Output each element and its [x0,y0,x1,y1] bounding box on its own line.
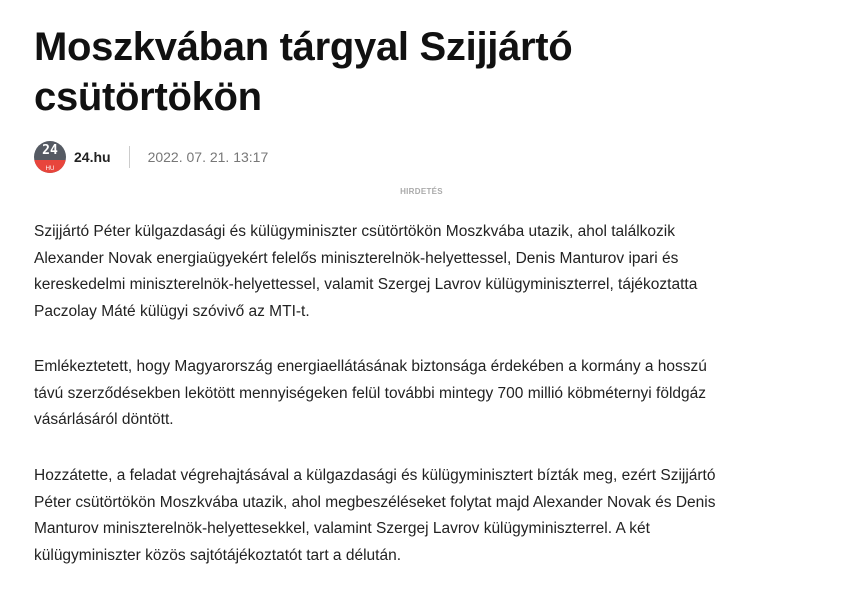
text-line: Emlékeztetett, hogy Magyarország energiaellátásának biztonsága érdekében a kormány a hosszú [34,358,707,375]
divider [129,146,130,168]
source-logo-icon[interactable]: 24 HU [34,141,66,173]
text-line: Manturov miniszterelnök-helyettesekkel, valamint Szergej Lavrov külügyminiszterrel. A két [34,520,650,537]
paragraph-3 [34,463,716,569]
byline [34,141,268,173]
article-title: Moszkvában tárgyal Szijjártó csütörtökön [34,25,573,119]
text-line: kereskedelmi miniszterelnök-helyettessel, valamit Szergej Lavrov külügyminiszterrel, tájékoztatta [34,276,698,293]
paragraph-1 [34,219,697,325]
publish-date: 2022. 07. 21. 13:17 [147,149,269,165]
paragraph-2 [34,354,707,434]
text-line: távú szerződésekben lekötött mennyiségeken felül további mintegy 700 millió köbméternyi földgáz [34,384,707,402]
source-link[interactable]: 24.hu [74,149,111,165]
text-line: Péter csütörtökön Moszkvába utazik, ahol megbeszéléseket folytat majd Alexander Novak és Denis [34,493,716,511]
text-line: Alexander Novak energiaügyekért felelős miniszterelnök-helyettessel, Denis Manturov ipari és [34,249,679,267]
text-line: külügyminiszter közös sajtótájékoztatót tart a délután. [34,546,402,564]
text-line: Hozzátette, a feladat végrehajtásával a külgazdasági és külügyminisztert bízták meg, ezért Szijjártó [34,467,716,484]
ad-label: HIRDETÉS [400,187,443,196]
text-line: Szijjártó Péter külgazdasági és külügyminiszter csütörtökön Moszkvába utazik, ahol találkozik [34,223,675,240]
text-line: Paczolay Máté külügyi szóvivő az MTI-t. [34,302,310,320]
text-line: vásárlásáról döntött. [34,411,174,428]
